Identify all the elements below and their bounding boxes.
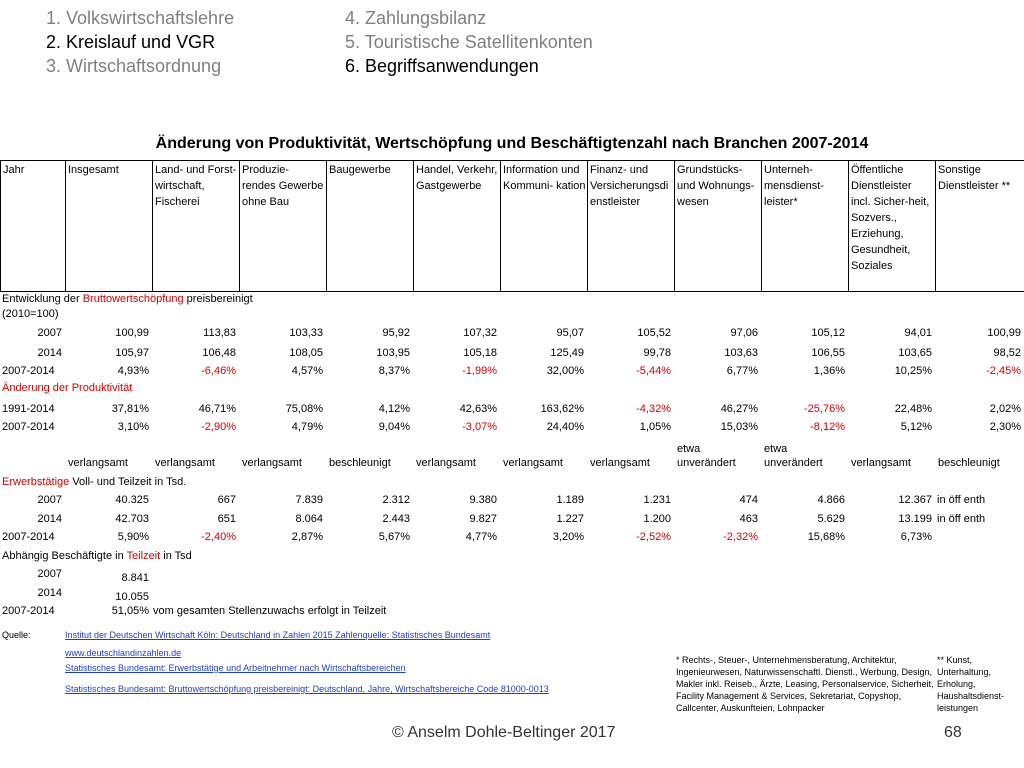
table-cell: 105,97: [115, 347, 149, 359]
table-cell: 100,99: [987, 327, 1021, 339]
table-cell: -2,45%: [986, 365, 1021, 377]
table-cell: 103,95: [376, 347, 410, 359]
table-cell: 8.064: [295, 513, 323, 525]
page-title: Änderung von Produktivität, Wertschöpfung und Beschäftigtenzahl nach Branchen 2007-2014: [155, 135, 869, 152]
table-cell: 107,32: [463, 327, 497, 339]
table-cell: 105,52: [637, 327, 671, 339]
table-cell: 106,48: [202, 347, 236, 359]
table-cell: 32,00%: [546, 365, 584, 377]
source-link[interactable]: Statistisches Bundesamt: Bruttowertschöpfung preisbereinigt: Deutschland, Jahre, Wirtschaftsbereiche Code 81000-0013: [65, 684, 549, 694]
table-cell: -4,32%: [636, 403, 671, 415]
header-cell: [0, 160, 66, 292]
table-cell: 8.841: [121, 572, 149, 584]
table-cell: 40.325: [115, 494, 149, 506]
table-cell-note: in öff enth: [937, 513, 986, 525]
row-year: 1991-2014: [2, 403, 55, 415]
row-year: 2014: [37, 513, 62, 525]
table-cell: 15,03%: [720, 421, 758, 433]
section-label-bws: Entwicklung der Bruttowertschöpfung preisbereinigt: [2, 293, 253, 305]
table-cell: 651: [217, 513, 236, 525]
trend-label: verlangsamt: [851, 457, 911, 469]
table-cell: 46,71%: [198, 403, 236, 415]
source-label: Quelle:: [2, 630, 31, 640]
trend-label: verlangsamt: [155, 457, 215, 469]
table-cell: 100,99: [115, 327, 149, 339]
source-link[interactable]: www.deutschlandinzahlen.de: [65, 648, 182, 658]
table-cell: 42.703: [115, 513, 149, 525]
table-cell: 10,25%: [894, 365, 932, 377]
source-link[interactable]: Statistisches Bundesamt: Erwerbstätige und Arbeitnehmer nach Wirtschaftsbereichen: [65, 663, 406, 673]
table-cell: 4.866: [817, 494, 845, 506]
table-cell: 463: [739, 513, 758, 525]
table-cell: 4,93%: [117, 365, 149, 377]
table-cell: 2,30%: [989, 421, 1021, 433]
header-label: Sonstige Dienstleister **: [938, 164, 1011, 192]
header-label: Produzie- rendes Gewerbe ohne Bau: [242, 164, 324, 208]
section-label-teilzeit: Abhängig Beschäftigte in Teilzeit in Tsd: [2, 550, 192, 562]
table-cell: 2.443: [382, 513, 410, 525]
nav-item-kreislauf[interactable]: 2. Kreislauf und VGR: [46, 32, 216, 52]
table-cell: 5,67%: [378, 531, 410, 543]
table-cell: 9.380: [469, 494, 497, 506]
section-label-erwerbstaetige: Erwerbstätige Voll- und Teilzeit in Tsd.: [2, 476, 187, 488]
table-cell: 9,04%: [378, 421, 410, 433]
table-cell: 7.839: [295, 494, 323, 506]
table-cell: -2,90%: [201, 421, 236, 433]
table-cell: 105,12: [811, 327, 845, 339]
table-cell: 105,18: [463, 347, 497, 359]
table-cell: 1.227: [556, 513, 584, 525]
table-cell: 99,78: [643, 347, 671, 359]
header-label: Öffentliche Dienstleister incl. Sicher-heit, Sozvers., Erziehung, Gesundheit, Soziales: [851, 164, 930, 272]
trend-label: unverändert: [764, 457, 823, 469]
table-cell: 4,12%: [378, 403, 410, 415]
highlight-term: Erwerbstätige: [2, 476, 70, 488]
table-cell: 98,52: [993, 347, 1021, 359]
header-label: Baugewerbe: [329, 164, 391, 176]
table-cell: 1.189: [556, 494, 584, 506]
table-cell: 95,07: [556, 327, 584, 339]
table-cell: 5,90%: [117, 531, 149, 543]
table-cell: 15,68%: [807, 531, 845, 543]
table-cell: 4,77%: [465, 531, 497, 543]
trend-label: verlangsamt: [68, 457, 128, 469]
footnote-other-services: ** Kunst, Unterhaltung, Erholung, Haushaltsdienst- leistungen: [937, 655, 1005, 713]
table-cell: 1,36%: [813, 365, 845, 377]
table-cell: 46,27%: [720, 403, 758, 415]
row-year: 2007-2014: [2, 365, 55, 377]
table-cell: 163,62%: [540, 403, 584, 415]
chapter-nav-left: [46, 6, 234, 78]
table-cell: 10.055: [115, 591, 149, 603]
nav-item-begriffsanwendungen[interactable]: 6. Begriffsanwendungen: [345, 56, 539, 76]
table-cell: 103,63: [724, 347, 758, 359]
table-cell: 2.312: [382, 494, 410, 506]
trend-label: verlangsamt: [503, 457, 563, 469]
section-label-produktivitaet: Änderung der Produktivität: [2, 382, 133, 394]
table-cell: 6,77%: [726, 365, 758, 377]
table-cell: -2,40%: [201, 531, 236, 543]
table-cell: 5.629: [817, 513, 845, 525]
table-cell: 97,06: [730, 327, 758, 339]
header-label: Finanz- und Versicherungsdi enstleister: [590, 164, 669, 208]
table-cell: 9.827: [469, 513, 497, 525]
trend-label: beschleunigt: [938, 457, 1000, 469]
trend-label: beschleunigt: [329, 457, 391, 469]
table-cell: 1.231: [643, 494, 671, 506]
table-cell: 3,20%: [552, 531, 584, 543]
header-label: Insgesamt: [68, 164, 119, 176]
nav-item-volkswirtschaftslehre[interactable]: 1. Volkswirtschaftslehre: [46, 8, 235, 28]
header-label: Grundstücks- und Wohnungs- wesen: [677, 164, 755, 208]
table-cell: -2,32%: [723, 531, 758, 543]
header-label: Unterneh- mensdienst- leister*: [764, 164, 824, 208]
table-cell: 2,87%: [291, 531, 323, 543]
teilzeit-note: vom gesamten Stellenzuwachs erfolgt in Teilzeit: [153, 605, 387, 617]
chapter-nav-right: [345, 6, 593, 78]
table-cell: -1,99%: [462, 365, 497, 377]
header-label: Information und Kommuni- kation: [503, 164, 586, 192]
header-cell: [326, 160, 414, 292]
table-cell: 1,05%: [639, 421, 671, 433]
row-year: 2007: [37, 494, 62, 506]
table-cell: 94,01: [904, 327, 932, 339]
table-cell: -5,44%: [636, 365, 671, 377]
table-cell: 8,37%: [378, 365, 410, 377]
table-cell: 3,10%: [117, 421, 149, 433]
source-link[interactable]: Institut der Deutschen Wirtschaft Köln: Deutschland in Zahlen 2015 Zahlenquelle: Statistisches Bundesamt: [65, 630, 491, 640]
table-cell: -25,76%: [804, 403, 845, 415]
table-cell-note: in öff enth: [937, 494, 986, 506]
table-cell: 106,55: [811, 347, 845, 359]
row-year: 2014: [37, 347, 62, 359]
highlight-term: Bruttowertschöpfung: [82, 293, 184, 305]
header-label: Jahr: [3, 164, 25, 176]
table-cell: 42,63%: [459, 403, 497, 415]
table-cell: -3,07%: [462, 421, 497, 433]
nav-item-zahlungsbilanz[interactable]: 4. Zahlungsbilanz: [345, 8, 487, 28]
row-year: 2007: [37, 568, 62, 580]
table-cell: 108,05: [289, 347, 323, 359]
table-cell: 22,48%: [894, 403, 932, 415]
row-year: 2007: [37, 327, 62, 339]
trend-label: verlangsamt: [416, 457, 476, 469]
row-year: 2014: [37, 587, 62, 599]
trend-label: unverändert: [677, 457, 736, 469]
table-cell: 125,49: [550, 347, 584, 359]
table-cell: 103,65: [898, 347, 932, 359]
trend-label: verlangsamt: [590, 457, 650, 469]
highlight-term: Teilzeit: [126, 550, 161, 562]
nav-item-wirtschaftsordnung[interactable]: 3. Wirtschaftsordnung: [46, 56, 222, 76]
table-cell: 4,57%: [291, 365, 323, 377]
header-label: Land- und Forst- wirtschaft, Fischerei: [155, 164, 237, 208]
row-year: 2007-2014: [2, 605, 55, 617]
table-cell: 667: [217, 494, 236, 506]
table-cell: 95,92: [382, 327, 410, 339]
copyright-footer: © Anselm Dohle-Beltinger 2017: [392, 724, 616, 741]
table-cell: 37,81%: [111, 403, 149, 415]
footnote-services: * Rechts-, Steuer-, Unternehmensberatung, Architektur, Ingenieurwesen, Naturwissenschaftl. Dienstl., Werbung, Design, Makler inkl. Reiseb., Ärzte, Leasing, Personalservice, Sicherheit, Facility Management & Services, Sekretariat, Copyshop, Callcenter, Auskunfteien, Lohnpacker: [676, 655, 934, 713]
table-cell: 1.200: [643, 513, 671, 525]
trend-label: etwa: [677, 443, 701, 455]
table-cell: 2,02%: [989, 403, 1021, 415]
table-cell: 103,33: [289, 327, 323, 339]
page-number: 68: [944, 724, 962, 741]
table-cell: 75,08%: [285, 403, 323, 415]
table-cell: 24,40%: [546, 421, 584, 433]
table-cell: -2,52%: [636, 531, 671, 543]
table-cell: 12.367: [898, 494, 932, 506]
table-cell: 6,73%: [900, 531, 932, 543]
table-cell: -6,46%: [201, 365, 236, 377]
section-label-bws-base: (2010=100): [2, 308, 59, 320]
table-cell: 13.199: [898, 513, 932, 525]
row-year: 2007-2014: [2, 421, 55, 433]
table-cell: -8,12%: [810, 421, 845, 433]
nav-item-satellitenkonten[interactable]: 5. Touristische Satellitenkonten: [345, 32, 593, 52]
table-cell: 51,05%: [111, 605, 149, 617]
table-cell: 5,12%: [900, 421, 932, 433]
row-year: 2007-2014: [2, 531, 55, 543]
header-label: Handel, Verkehr, Gastgewerbe: [416, 164, 498, 192]
trend-label: verlangsamt: [242, 457, 302, 469]
trend-label: etwa: [764, 443, 788, 455]
table-cell: 113,83: [203, 327, 236, 339]
table-cell: 4,79%: [291, 421, 323, 433]
table-cell: 474: [739, 494, 758, 506]
header-cell: [65, 160, 153, 292]
